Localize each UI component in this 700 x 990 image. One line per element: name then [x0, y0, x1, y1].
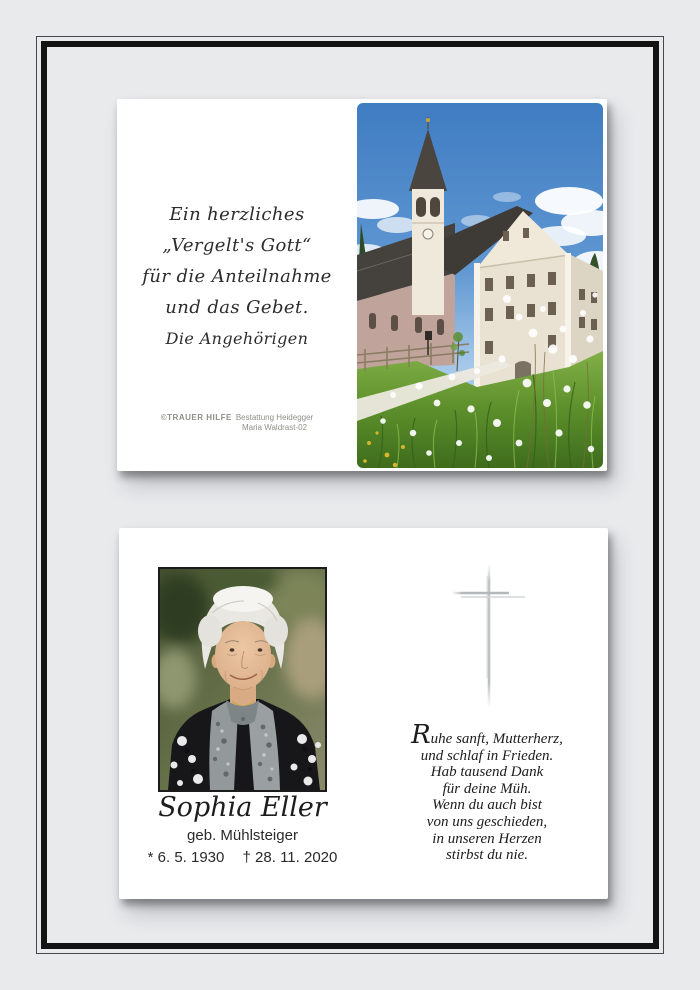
- cross-icon: [366, 560, 608, 712]
- death-date: † 28. 11. 2020: [242, 849, 338, 866]
- thank-you-line: Ein herzliches: [169, 204, 305, 225]
- thank-you-signature: Die Angehörigen: [165, 329, 309, 348]
- verse-line: in unseren Herzen: [432, 830, 542, 847]
- verse-line: für deine Müh.: [442, 780, 532, 797]
- verse-line: Wenn du auch bist: [432, 797, 542, 814]
- verse-line: von uns geschieden,: [426, 813, 548, 830]
- life-dates: [119, 849, 366, 866]
- thank-you-line: „Vergelt's Gott“: [162, 235, 312, 256]
- verse-line: stirbst du nie.: [445, 847, 529, 864]
- portrait-photo: [158, 567, 327, 792]
- publisher-name: Bestattung Heidegger: [235, 413, 314, 422]
- memorial-verse: [366, 720, 608, 864]
- birth-date: * 6. 5. 1930: [147, 849, 225, 866]
- thank-you-card: [117, 99, 607, 471]
- publisher-logo: ©TRAUER HILFE: [160, 413, 232, 422]
- thank-you-text: [117, 199, 357, 354]
- maiden-name: geb. Mühlsteiger: [187, 827, 298, 844]
- verse-line: Hab tausend Dank: [430, 764, 544, 781]
- church-meadow-photo: [357, 103, 603, 468]
- publisher-motif: Maria Waldrast-02: [241, 422, 308, 432]
- thank-you-line: und das Gebet.: [165, 297, 309, 318]
- verse-line: Ruhe sanft, Mutterherz,: [411, 720, 563, 750]
- thank-you-line: für die Anteilnahme: [142, 266, 332, 287]
- verse-line: und schlaf in Frieden.: [420, 747, 554, 764]
- publisher-credit: [117, 413, 357, 432]
- memorial-card: [119, 528, 608, 899]
- deceased-name: Sophia Eller: [158, 792, 327, 823]
